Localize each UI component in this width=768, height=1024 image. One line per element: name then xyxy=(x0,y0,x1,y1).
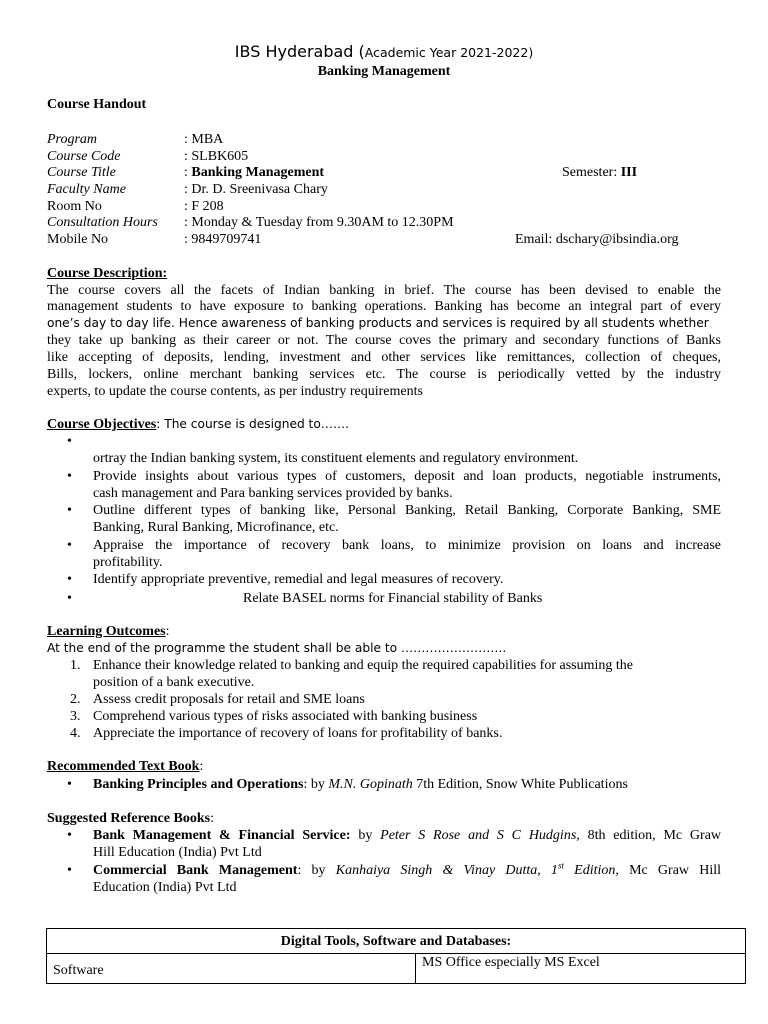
reference-2-by: : by xyxy=(297,863,336,878)
software-label-cell: Software xyxy=(47,954,416,984)
textbook-heading xyxy=(47,758,203,775)
digital-tools-heading: Digital Tools, Software and Databases: xyxy=(47,929,746,954)
outcomes-heading xyxy=(47,623,170,640)
outcomes-heading-text: Learning Outcomes xyxy=(47,624,166,639)
textbook-by: : by xyxy=(303,777,329,792)
course-title-colon: : xyxy=(184,165,192,180)
digital-tools-table xyxy=(46,928,746,984)
references-heading-text: Suggested Reference Books xyxy=(47,811,211,826)
course-code-label: Course Code xyxy=(47,149,121,164)
info-row-room xyxy=(47,198,727,215)
table-row xyxy=(47,954,746,984)
mobile-value: : 9849709741 xyxy=(184,232,262,247)
course-handout-heading: Course Handout xyxy=(47,97,147,112)
outcome-item-1-line-1: Enhance their knowledge related to banking and equip the required capabilities for assuming the xyxy=(93,658,633,673)
reference-2-publisher: Mc Graw Hill xyxy=(618,863,721,878)
objective-bullet-5: • xyxy=(67,572,72,587)
outcome-item-1-line-2: position of a bank executive. xyxy=(93,675,255,690)
outcome-number-1: 1. xyxy=(70,658,81,673)
objectives-intro: : The course is designed to……. xyxy=(156,417,350,431)
textbook-heading-colon: : xyxy=(199,759,204,774)
consultation-value: : Monday & Tuesday from 9.30AM to 12.30PM xyxy=(184,215,454,230)
reference-1-title: Bank Management & Financial Service: xyxy=(93,828,351,843)
textbook-edition: 7th Edition, Snow White Publications xyxy=(412,777,628,792)
objective-item-2-line-2: cash management and Para banking services provided by banks. xyxy=(93,486,453,501)
program-label: Program xyxy=(47,132,98,147)
room-label: Room No xyxy=(47,199,102,214)
info-row-course-code xyxy=(47,148,727,165)
objective-item-3-line-1: Outline different types of banking like, Personal Banking, Retail Banking, Corporate Banking, SME xyxy=(93,503,721,518)
reference-1-authors: Peter S Rose and S C Hudgins xyxy=(380,828,577,843)
consultation-label: Consultation Hours xyxy=(47,215,158,230)
objective-bullet-1: • xyxy=(67,434,72,449)
objective-bullet-2: • xyxy=(67,469,72,484)
description-line-3: one’s day to day life. Hence awareness of banking products and services is required by all students whether xyxy=(47,316,709,330)
room-value: : F 208 xyxy=(184,199,224,214)
textbook-bullet: • xyxy=(67,777,72,792)
reference-2-authors: Kanhaiya Singh & Vinay Dutta, 1 xyxy=(335,863,558,878)
info-row-consultation xyxy=(47,214,727,231)
objective-item-3-line-2: Banking, Rural Banking, Microfinance, etc. xyxy=(93,520,339,535)
info-row-faculty xyxy=(47,181,727,198)
reference-1-edition: , 8th edition, Mc Graw xyxy=(576,828,722,843)
semester-label: Semester: xyxy=(562,165,621,180)
reference-1-by: by xyxy=(350,828,381,843)
faculty-label: Faculty Name xyxy=(47,182,126,197)
objective-item-4-line-2: profitability. xyxy=(93,555,163,570)
outcomes-intro: At the end of the programme the student shall be able to …………………….. xyxy=(47,641,507,655)
institute-name: IBS Hyderabad ( xyxy=(234,42,365,61)
reference-item-1-line-2: Hill Education (India) Pvt Ltd xyxy=(93,845,262,860)
description-line-6: Bills, lockers, online merchant banking services etc. The course is periodically vetted by the industry xyxy=(47,367,721,382)
textbook-author: M.N. Gopinath xyxy=(328,777,413,792)
academic-year: Academic Year 2021-2022) xyxy=(364,45,534,60)
reference-item-2-line-1 xyxy=(93,862,721,879)
objective-item-5: Identify appropriate preventive, remedial and legal measures of recovery. xyxy=(93,572,504,587)
reference-2-edition: Edition, xyxy=(563,863,619,878)
mobile-label: Mobile No xyxy=(47,232,109,247)
reference-item-1-line-1 xyxy=(93,827,721,844)
objectives-heading-text: Course Objectives xyxy=(47,417,157,432)
references-heading-colon: : xyxy=(210,811,214,826)
objective-item-2-line-1: Provide insights about various types of customers, deposit and loan products, negotiable instruments, xyxy=(93,469,721,484)
objective-bullet-3: • xyxy=(67,503,72,518)
references-heading xyxy=(47,810,214,827)
objective-item-6: Relate BASEL norms for Financial stability of Banks xyxy=(243,591,543,606)
description-line-5: like accepting of deposits, lending, investment and other services like remittances, collection of cheques, xyxy=(47,350,721,365)
info-row-course-title xyxy=(47,164,727,181)
outcomes-heading-colon: : xyxy=(165,624,170,639)
reference-2-title: Commercial Bank Management xyxy=(93,863,298,878)
description-line-1: The course covers all the facets of Indian banking in brief. The course has been devised to enable the xyxy=(47,283,721,298)
reference-item-2-line-2: Education (India) Pvt Ltd xyxy=(93,880,237,895)
software-value-cell: MS Office especially MS Excel xyxy=(416,954,746,984)
outcome-number-4: 4. xyxy=(70,726,81,741)
description-line-4: they take up banking as their career or not. The course coves the primary and secondary functions of Banks xyxy=(47,333,721,348)
textbook-title: Banking Principles and Operations xyxy=(93,777,304,792)
objective-bullet-6: • xyxy=(67,591,72,606)
textbook-heading-text: Recommended Text Book xyxy=(47,759,200,774)
reference-bullet-2: • xyxy=(67,863,72,878)
course-subject-title: Banking Management xyxy=(317,64,451,79)
objective-bullet-4: • xyxy=(67,538,72,553)
info-row-program xyxy=(47,131,727,148)
outcome-number-3: 3. xyxy=(70,709,81,724)
course-title-text: Banking Management xyxy=(191,165,325,180)
description-line-7: experts, to update the course contents, as per industry requirements xyxy=(47,384,423,399)
description-heading: Course Description: xyxy=(47,266,168,281)
outcome-item-2: Assess credit proposals for retail and SME loans xyxy=(93,692,365,707)
textbook-item xyxy=(93,776,721,793)
outcome-number-2: 2. xyxy=(70,692,81,707)
objective-item-4-line-1: Appraise the importance of recovery bank loans, to minimize provision on loans and increase xyxy=(93,538,721,553)
table-row xyxy=(47,929,746,954)
objectives-heading xyxy=(47,416,349,433)
institute-title xyxy=(0,42,768,63)
outcome-item-3: Comprehend various types of risks associated with banking business xyxy=(93,709,478,724)
outcome-item-4: Appreciate the importance of recovery of loans for profitability of banks. xyxy=(93,726,503,741)
semester-value: III xyxy=(620,165,638,180)
faculty-value: : Dr. D. Sreenivasa Chary xyxy=(184,182,328,197)
course-title-label: Course Title xyxy=(47,165,116,180)
email-text: Email: dschary@ibsindia.org xyxy=(515,232,679,247)
reference-bullet-1: • xyxy=(67,828,72,843)
semester-info xyxy=(562,164,637,181)
info-row-mobile xyxy=(47,231,727,248)
program-value: : MBA xyxy=(184,132,224,147)
course-code-value: : SLBK605 xyxy=(184,149,249,164)
reference-2-superscript: st xyxy=(557,860,564,871)
course-title-value xyxy=(184,164,324,181)
description-line-2: management students to have exposure to banking operations. Banking has become an integral part of every xyxy=(47,299,721,314)
objective-item-1: ortray the Indian banking system, its constituent elements and regulatory environment. xyxy=(93,451,579,466)
